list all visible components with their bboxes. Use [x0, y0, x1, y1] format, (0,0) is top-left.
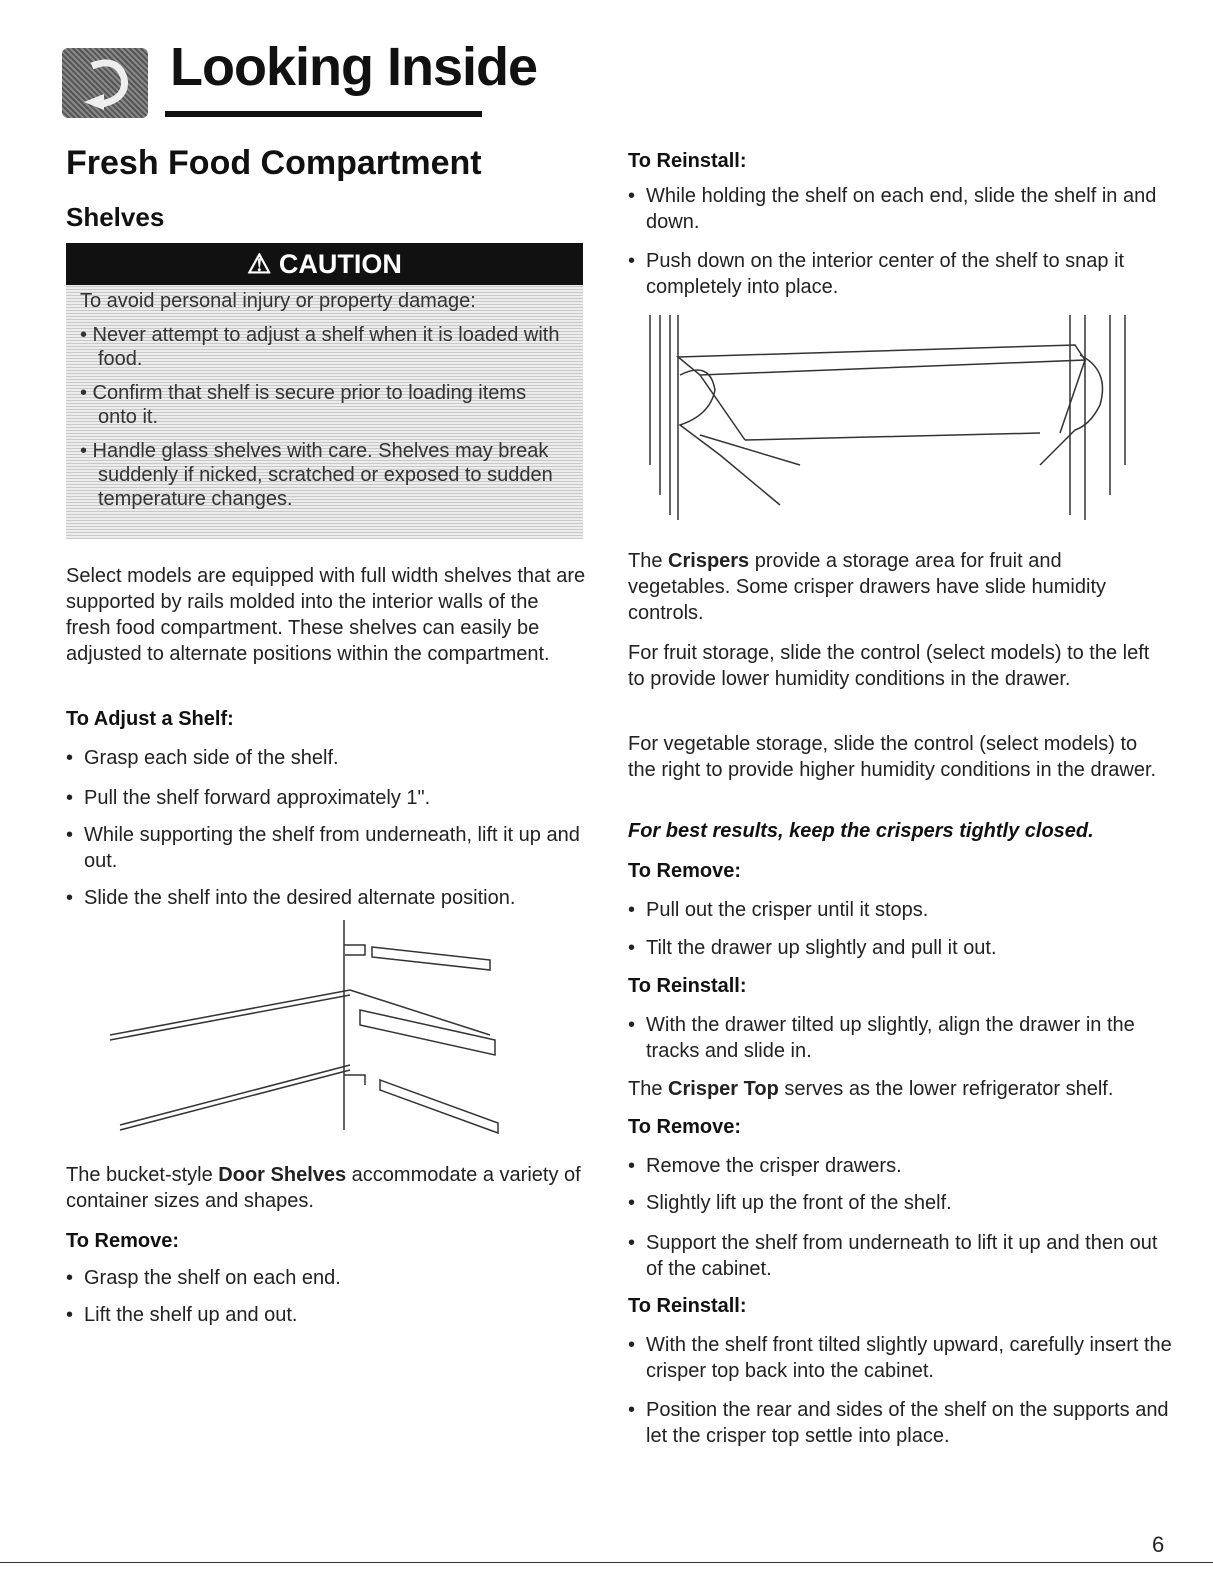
list-item: • Pull out the crisper until it stops. [628, 897, 1176, 923]
list-item: • With the drawer tilted up slightly, align the drawer in the tracks and slide in. [628, 1012, 1176, 1064]
page-title: Looking Inside [170, 37, 538, 97]
list-item: • Grasp the shelf on each end. [66, 1265, 604, 1291]
list-item: • While supporting the shelf from underneath, lift it up and out. [66, 822, 604, 874]
list-item: • Pull the shelf forward approximately 1". [66, 785, 604, 811]
reinstall-heading: To Reinstall: [628, 150, 747, 172]
caution-label: ⚠ CAUTION [66, 243, 583, 285]
door-shelves-term: Door Shelves [218, 1164, 347, 1186]
section-subtitle: Shelves [66, 202, 165, 232]
crisper-top-text: The Crisper Top serves as the lower refrigerator shelf. [628, 1078, 1114, 1100]
list-item: • Tilt the drawer up slightly and pull it out. [628, 935, 1176, 961]
shelf-adjust-illustration [110, 915, 510, 1140]
caution-item: • Handle glass shelves with care. Shelves may break suddenly if nicked, scratched or exposed to sudden temperature changes. [80, 440, 553, 510]
reinstall-heading: To Reinstall: [628, 975, 747, 997]
list-item: • Position the rear and sides of the shelf on the supports and let the crisper top settle into place. [628, 1397, 1176, 1449]
adjust-heading: To Adjust a Shelf: [66, 708, 234, 730]
list-item: • With the shelf front tilted slightly upward, carefully insert the crisper top back into the cabinet. [628, 1332, 1176, 1384]
section-icon [62, 48, 148, 118]
door-shelves-text: The bucket-style Door Shelves accommodate a variety of container sizes and shapes. [66, 1164, 581, 1212]
footer-rule [0, 1562, 1213, 1563]
remove-heading: To Remove: [628, 860, 741, 882]
remove-heading: To Remove: [66, 1230, 179, 1252]
caution-item: • Never attempt to adjust a shelf when it is loaded with food. [80, 324, 560, 370]
caution-box [66, 243, 583, 539]
page-number: 6 [1152, 1532, 1165, 1557]
list-item: • Slide the shelf into the desired alternate position. [66, 885, 604, 911]
vegetable-storage-text: For vegetable storage, slide the control (select models) to the right to provide higher humidity conditions in the drawer. [628, 733, 1157, 781]
section-title: Fresh Food Compartment [66, 144, 482, 182]
list-item: • Grasp each side of the shelf. [66, 745, 604, 771]
shelf-reinstall-illustration [640, 315, 1140, 525]
remove-heading: To Remove: [628, 1116, 741, 1138]
list-item: • Remove the crisper drawers. [628, 1153, 1176, 1179]
crisper-top-term: Crisper Top [668, 1078, 779, 1100]
caution-intro: To avoid personal injury or property damage: [80, 290, 476, 312]
list-item: • Push down on the interior center of the shelf to snap it completely into place. [628, 248, 1166, 300]
list-item: • While holding the shelf on each end, slide the shelf in and down. [628, 183, 1166, 235]
shelves-intro: Select models are equipped with full width shelves that are supported by rails molded into the interior walls of the fresh food compartment. These shelves can easily be adjusted to alternate positions within the compartment. [66, 565, 586, 665]
reinstall-heading: To Reinstall: [628, 1295, 747, 1317]
crispers-text: The Crispers provide a storage area for fruit and vegetables. Some crisper drawers have slide humidity controls. [628, 550, 1106, 624]
crisper-tip: For best results, keep the crispers tightly closed. [628, 820, 1094, 842]
list-item: • Lift the shelf up and out. [66, 1302, 604, 1328]
caution-body [66, 285, 583, 539]
fruit-storage-text: For fruit storage, slide the control (select models) to the left to provide lower humidity conditions in the drawer. [628, 642, 1150, 690]
list-item: • Support the shelf from underneath to lift it up and then out of the cabinet. [628, 1230, 1176, 1282]
caution-item: • Confirm that shelf is secure prior to loading items onto it. [80, 382, 527, 428]
crispers-term: Crispers [668, 550, 750, 572]
list-item: • Slightly lift up the front of the shelf. [628, 1190, 1176, 1216]
title-underline [165, 111, 482, 117]
